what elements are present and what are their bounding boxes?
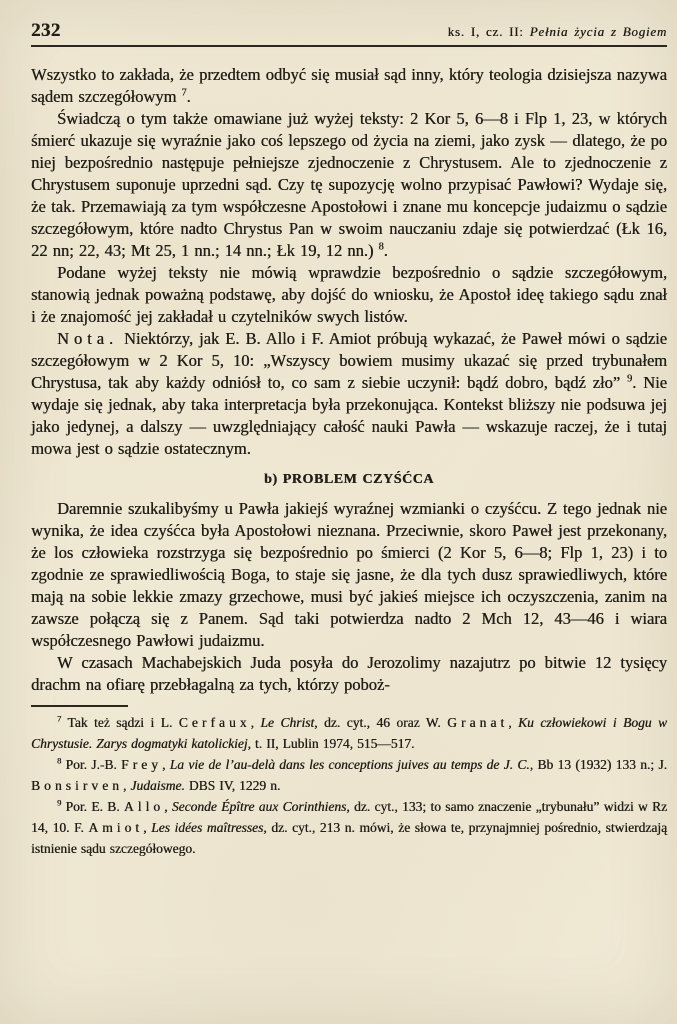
text-run: Frey	[121, 757, 162, 772]
footnote-8	[31, 754, 667, 796]
text-run: Tak też sądzi i L.	[61, 715, 179, 730]
text-run: W czasach Machabejskich Juda posyła do Jerozolimy nazajutrz po bitwie 12 tysięcy drachm na ofiarę przebłagalną za tych, którzy poboż-	[31, 653, 667, 694]
text-run: Daremnie szukalibyśmy u Pawła jakiejś wyraźnej wzmianki o czyśćcu. Z tego jednak nie wynika, że idea czyśćca była Apostołowi nieznana. Przeciwnie, skoro Paweł jest przekonany, że los człowieka rozstrzyga się bezpośrednio po śmierci (2 Kor 5, 6—8; Flp 1, 23) i to zgodnie ze sprawiedliwością Boga, to staje się jasne, że dla tych dusz sprawiedliwych, które mają na sobie lekkie zmazy grzechowe, musi być jakieś miejsce ich oczyszczenia, zanim na zawsze połączą się z Panem. Sąd taki potwierdza nadto 2 Mch 12, 43—46 i wiara współczesnego Pawłowi judaizmu.	[31, 499, 667, 650]
page-header	[31, 20, 667, 42]
text-run: ,	[161, 757, 170, 772]
text-run: Granat	[447, 715, 509, 730]
text-run: Por. J.-B.	[61, 757, 122, 772]
text-run: Nota.	[57, 329, 118, 348]
paragraph	[31, 108, 667, 262]
paragraph-continuation	[31, 64, 667, 108]
footnote-ref: 7	[181, 87, 187, 99]
text-run: Por. E. B.	[61, 799, 124, 814]
text-run: Allo	[123, 799, 165, 814]
text-run: La vie de l’au-delà dans les conceptions juives au temps de J. C.	[169, 757, 530, 772]
section-heading: b) PROBLEM CZYŚĆCA	[264, 472, 434, 487]
footnote-7	[31, 712, 667, 754]
footnote-ref: 9	[57, 798, 62, 808]
running-title-prefix: ks. I, cz. II:	[447, 24, 524, 39]
text-run: Amiot	[88, 820, 144, 835]
text-run: Niektórzy, jak E. B. Allo i F. Amiot próbują wykazać, że Paweł mówi o sądzie szczegółowym w 2 Kor 5, 10: „Wszyscy bowiem musimy ukazać się przed trybunałem Chrystusa, tak aby każdy odniósł to, co sam z siebie uczynił: bądź dobro, bądź zło”	[31, 329, 667, 392]
footnote-ref: 9	[627, 373, 633, 385]
footnote-9	[31, 796, 667, 859]
text-run: Ku człowiekowi i Bogu w Chrystusie. Zarys dogmatyki katolickiej	[31, 715, 667, 751]
text-run: ,	[508, 715, 519, 730]
footnote-separator-rule	[31, 705, 128, 707]
text-run: .	[383, 241, 388, 260]
text-run: Bonsirven	[31, 778, 123, 793]
text-run: ,	[164, 799, 172, 814]
paragraph-nota	[31, 328, 667, 460]
text-run: Cerfaux	[178, 715, 251, 730]
footnotes-block	[31, 712, 667, 859]
text-run: , t. II, Lublin 1974, 515—517.	[247, 736, 415, 751]
text-run: Les idées maîtresses	[151, 820, 264, 835]
text-run: DBS IV, 1229 n.	[184, 778, 281, 793]
text-run: ,	[122, 778, 131, 793]
text-run: ,	[143, 820, 152, 835]
text-run: , Bb 13 (1932) 133 n.; J.	[529, 757, 667, 772]
running-title	[448, 24, 667, 40]
paragraph	[31, 498, 667, 652]
footnote-ref: 7	[57, 714, 62, 724]
text-run: , dz. cyt., 46 oraz W.	[314, 715, 448, 730]
text-run: . Nie wydaje się jednak, aby taka interpretacja była przekonująca. Kontekst bliższy nie podsuwa jej jako jedynej, a dalszy — uwzględniający całość nauki Pawła — wskazuje raczej, że i tutaj mowa jest o sądzie ostatecznym.	[31, 373, 667, 458]
footnote-ref: 8	[57, 756, 62, 766]
text-run: Judaisme.	[130, 778, 185, 793]
paragraph	[31, 652, 667, 696]
text-run: Wszystko to zakłada, że przedtem odbyć się musiał sąd inny, który teologia dzisiejsza nazywa sądem szczegółowym	[31, 65, 667, 106]
text-run: ,	[250, 715, 261, 730]
text-run: , dz. cyt., 133; to samo znaczenie „trybunału” widzi w Rz 14, 10. F.	[31, 799, 667, 835]
footnote-ref: 8	[378, 241, 384, 253]
text-run: Le Christ	[260, 715, 315, 730]
text-run: .	[186, 87, 191, 106]
header-rule	[31, 45, 667, 47]
text-run: Świadczą o tym także omawiane już wyżej teksty: 2 Kor 5, 6—8 i Flp 1, 23, w których śmierć ukazuje się wyraźnie jako coś lepszego od życia na ziemi, jako zysk — dlatego, że po niej bezpośrednio następuje pełniejsze zjednoczenie z Chrystusem. Ale to zjednoczenie z Chrystusem suponuje uprzedni sąd. Czy tę supozycję wolno przypisać Pawłowi? Wydaje się, że tak. Przemawiają za tym współczesne Apostołowi i znane mu koncepcje judaizmu o sądzie szczegółowym, które nadto Chrystus Pan w swoim nauczaniu zdaje się potwierdzać (Łk 16, 22 nn; 22, 43; Mt 25, 1 nn.; 14 nn.; Łk 19, 12 nn.)	[31, 109, 667, 260]
main-text	[31, 64, 667, 859]
text-run: Seconde Épître aux Corinthiens	[171, 799, 347, 814]
paragraph	[31, 262, 667, 328]
page-number: 232	[31, 20, 61, 41]
text-run: Podane wyżej teksty nie mówią wprawdzie bezpośrednio o sądzie szczegółowym, stanowią jednak poważną podstawę, aby dojść do wniosku, że Apostoł ideę takiego sądu znał i że znajomość jej zakładał u czytelników swych listów.	[31, 263, 667, 326]
text-run: , dz. cyt., 213 n. mówi, że słowa te, przynajmniej pośrednio, stwierdzają istnienie sądu szczegółowego.	[31, 820, 667, 856]
running-title-book: Pełnia życia z Bogiem	[529, 24, 667, 39]
